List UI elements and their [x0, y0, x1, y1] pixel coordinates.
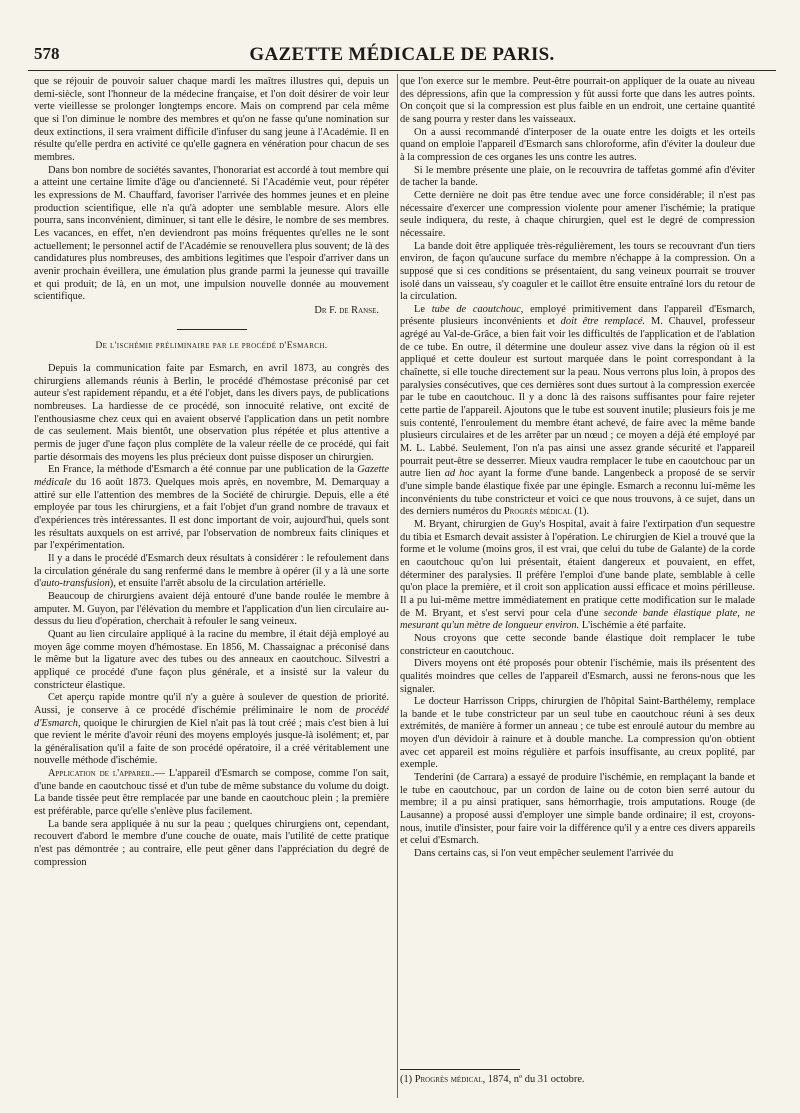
text-run: Le — [414, 303, 432, 315]
footnote-source: Progrès médical — [414, 1074, 483, 1085]
text-run: M. Bryant, chirurgien de Guy's Hospital, avait à faire l'extirpation d'un sequestre du tibia et Esmarch devait assister à l'opération. Le chirurgien de Kiel a trouvé que la forme et le volume (moins gros, il est vrai, que celui du tube de Galante) de la corde en caoutchouc qu'on lui présentait, étaient dangereux et pouvaient, en effet, déterminer des paralysies. Il préfère l'emploi d'une bande plate, semblable à celle qu'on place la première, et il croit son application aussi efficace et moins périlleuse. Il a pu lui-même mettre immédiatement en pratique cette modification sur le malade de M. Bryant, et s'est servi pour cela d'une — [400, 518, 755, 619]
footnote-rule — [400, 1069, 520, 1070]
text-run: ayant la forme d'une bande. Langenbeck a proposé de se servir d'une simple bande élastique fixée par une épingle. Esmarch a reconnu lui-même les inconvénients du tube constricteur et voici ce que nous trouvons, à ce sujet, dans un des derniers numéros du — [400, 468, 755, 518]
paragraph: Divers moyens ont été proposés pour obtenir l'ischémie, mais ils présentent des qualités moindres que celles de l'appareil d'Esmarch, aussi ne ferons-nous que les signaler. — [400, 658, 755, 695]
paragraph: que l'on exerce sur le membre. Peut-être pourrait-on appliquer de la ouate au niveau des dépressions, afin que la compression y fût aussi forte que dans les autres points. On conçoit que si la compression est plus faible en un endroit, une certaine quantité de sang pourra y rester dans les vaisseaux. — [400, 76, 755, 125]
paragraph: On a aussi recommandé d'interposer de la ouate entre les doigts et les orteils quand on emploie l'appareil d'Esmarch sans chloroforme, afin d'éviter la douleur due à la compression de ces organes les uns contre les autres. — [400, 126, 755, 163]
footnote — [400, 1074, 760, 1086]
right-column — [400, 76, 755, 1066]
footnote-mark: (1) — [400, 1074, 415, 1085]
italic-run: ad hoc — [444, 468, 475, 480]
section-divider — [177, 329, 247, 330]
text-run: En France, la méthode d'Esmarch a été connue par une publication de la — [48, 464, 358, 476]
paragraph: Cette dernière ne doit pas être tendue avec une force considérable; il n'est pas nécessaire d'exercer une compression violente pour amener l'ischémie; la pratique seule indiquera, du reste, à chaque chirurgien, quel est le degré de compression nécessaire. — [400, 189, 755, 239]
text-run: ), et ensuite l'arrêt absolu de la circulation artérielle. — [109, 578, 326, 590]
paragraph: Beaucoup de chirurgiens avaient déjà entouré d'une bande roulée le membre à amputer. M. Guyon, par l'élévation du membre et l'application d'un lien circulaire au-dessus du lieu d'opération, cherchait à refouler le sang veineux. — [34, 590, 389, 628]
run-in-heading: Application de l'appareil. — [48, 768, 155, 780]
text-run: L'ischémie a été parfaite. — [579, 620, 686, 632]
paragraph: Dans bon nombre de sociétés savantes, l'honorariat est accordé à tout membre qui a atteint une certaine limite d'âge ou d'ancienneté. Si l'Académie veut, pour répéter les expressions de M. Chauffard, favoriser l'arrivée des hommes jeunes et en pleine production scientifique, elle n'a qu'à adopter une semblable mesure. Alors elle pourra, sans inconvénient, diminuer, si tant elle le désire, le nombre de ses membres. Les vacances, en effet, n'en deviendront pas moins fréquentes qu'elles ne le sont actuellement; le personnel actif de l'Académie se renouvellera plus souvent; de là des candidatures plus nombreuses, des ambitions legitimes que l'espoir d'arriver dans un avenir prochain éveillera, une émulation plus grande parmi la jeunesse qui travaille et qui produit; de là, en un mot, une impulsion nouvelle donnée au mouvement scientifique. — [34, 164, 389, 303]
journal-title: GAZETTE MÉDICALE DE PARIS. — [249, 44, 555, 65]
paragraph: Tenderini (de Carrara) a essayé de produire l'ischémie, en remplaçant la bande et le tube en caoutchouc, par un cordon de laine ou de coton bien serré autour du membre; il a pu ainsi pratiquer, sans hémorrhagie, trois amputations. Rouge (de Lausanne) a proposé aussi d'employer une simple bande ordinaire; il est, croyons-nous, inutile d'insister, pour faire voir la différence qu'il y a entre ces divers appareils et celui d'Esmarch. — [400, 772, 755, 847]
italic-run: doit être remplacé. — [560, 316, 646, 328]
page-number: 578 — [34, 44, 60, 63]
header-rule — [28, 70, 776, 71]
paragraph — [400, 304, 755, 519]
section-title: De l'ischémie préliminaire par le procédé d'Esmarch. — [95, 341, 328, 352]
paragraph: Depuis la communication faite par Esmarch, en avril 1873, au congrès des chirurgiens allemands réunis à Berlin, le procédé d'hémostase préconisé par cet auteur s'est rapidement répandu, et a été l'objet, dans les divers pays, de publications nombreuses. La hardiesse de ce procédé, son innocuité relative, ont excité de l'enthousiasme chez ceux qui en avaient observé l'application dans un petit nombre de cas seulement. Mais bientôt, une observation plus répétée et plus attentive a permis de juger d'une façon plus complète de la valeur réelle de ce procédé, qui fait partie désormais des moyens les plus précieux dont puisse disposer un chirurgien. — [34, 363, 389, 463]
text-run: du 16 août 1873. Quelques mois après, en novembre, M. Demarquay a attiré sur elle l'attention des membres de la Société de chirurgie. Depuis, elle a été employée par tous les chirurgiens, et a fait l'objet d'un grand nombre de travaux et d'expériences très intéressantes. Il est donc important de voir, aujourd'hui, quels sont les résultats auxquels on est arrivé, par l'observation de nombreux faits cliniques et par l'expérimentation. — [34, 477, 389, 552]
paragraph: Nous croyons que cette seconde bande élastique doit remplacer le tube constricteur en caoutchouc. — [400, 632, 755, 657]
paragraph — [34, 692, 389, 768]
paragraph: Quant au lien circulaire appliqué à la racine du membre, il était déjà employé au moyen âge comme moyen d'hémostase. En 1856, M. Chassaignac a préconisé dans le même but la ligature avec des tubes ou des anneaux en caoutchouc. Silvestri a appliqué ce procédé d'une façon plus générale, et a insisté sur la valeur du constricteur élastique. — [34, 628, 389, 691]
text-run: M. Chauvel, professeur agrégé au Val-de-Grâce, a bien fait voir les difficultés de l'application et de l'ablation de ce tube. En outre, il détermine une douleur assez vive dans la région où il est appliqué et cette douleur est surtout marquée dans le point correspondant à la chaînette, si elle touche directement sur la peau. Nous verrons plus loin, à propos des paralysies consécutives, que ces dernières sont dues surtout à la compression exercée par le tube en caoutchouc. Il y a donc là des raisons suffisantes pour faire rejeter cette partie de l'appareil. Ajoutons que le tube est souvent inutile; plusieurs fois je me suis contenté, l'enroulement du membre étant achevé, de faire avec la même bande plusieurs circulaires et de les arrêter par un nœud ; ce moyen a déjà été employé par M. L. Labbé. Seulement, l'on n'a pas ainsi une assez grande sécurité et l'appareil pourrait peut-être se desserrer. Mieux vaudra remplacer le tube en caoutchouc par un autre lien — [400, 316, 755, 480]
journal-reference: Progrès médical — [503, 506, 572, 518]
left-column — [34, 76, 389, 1098]
text-run: , quoique le chirurgien de Kiel n'ait pas là tout créé ; mais c'est bien à lui que revient le mérite d'avoir réuni des moyens employés jusque-là isolément; et, par la généralisation qu'il a faite de son procédé opératoire, il a créé véritablement une nouvelle méthode d'ischémie. — [34, 717, 389, 767]
paragraph — [34, 553, 389, 591]
footnote-text: , 1874, nº du 31 octobre. — [482, 1074, 585, 1085]
italic-run: tube de caoutchouc — [431, 303, 521, 315]
paragraph: Dans certains cas, si l'on veut empêcher seulement l'arrivée du — [414, 848, 674, 860]
text-run: Cet aperçu rapide montre qu'il n'y a guère à soulever de question de priorité. Aussi, je conserve à ce procédé d'ischémie préliminaire le nom de — [34, 692, 389, 716]
paragraph: Le docteur Harrisson Cripps, chirurgien de l'hôpital Saint-Barthélemy, remplace la bande et le tube constricteur par un seul tube en caoutchouc réuni à ses deux extrémités, de manière à former un anneau ; ce tube est enroulé autour du membre au moyen d'un dévidoir à rainure et à double manche. La compression qu'on obtient avec cet appareil est moins régulière et parfois insuffisante, au creux poplité, par exemple. — [400, 696, 755, 771]
italic-run: Gazette médicale — [34, 464, 389, 489]
paragraph: La bande sera appliquée à nu sur la peau ; quelques chirurgiens ont, cependant, recouvert d'abord le membre d'une couche de ouate, mais l'utilité de cette pratique n'est pas démontrée ; au contraire, elle peut gêner dans l'appréciation du degré de compression — [34, 818, 389, 868]
paragraph: La bande doit être appliquée très-régulièrement, les tours se recouvrant d'un tiers environ, de façon qu'aucune surface du membre n'échappe à la compression. On a supposé que si ces conditions se présentaient, du sang veineux pourrait se trouver isolé dans un vaisseau, s'y coaguler et le caillot être ensuite entraîné lors du retour de la circulation. — [400, 240, 755, 303]
paragraph: Si le membre présente une plaie, on le recouvrira de taffetas gommé afin d'éviter de tacher la bande. — [400, 164, 755, 189]
column-separator — [397, 74, 398, 1098]
paragraph: que se réjouir de pouvoir saluer chaque mardi les maîtres illustres qui, depuis un demi-siècle, sont l'honneur de la médecine française, et l'on doit désirer de voir leur verte vieillesse se prolonger longtemps encore. Mais on comprend par cela même que si l'on diminue le nombre des membres et qu'on ne fasse qu'une nomination sur deux extinctions, il sera vraiment difficile d'infuser du sang jeune à l'Académie. Il en résulte qu'elle perdra en activité ce qu'elle gagnera en vénération pour chacun de ses membres. — [34, 76, 389, 163]
italic-run: auto-transfusion — [41, 578, 110, 590]
author-signature: Dr F. de Ranse. — [314, 304, 379, 316]
paragraph — [34, 464, 389, 553]
text-run: , employé primitivement dans l'appareil d'Esmarch, présente plusieurs inconvénients et — [400, 303, 755, 328]
paragraph — [400, 519, 755, 633]
text-run: — L'appareil d'Esmarch se compose, comme l'on sait, d'une bande en caoutchouc tissé et d'un tube de même substance du volume du doigt. La bande tissée peut être remplacée par une bande en caoutchouc plein ; la première est préférable, parce qu'elle s'enlève plus facilement. — [34, 768, 389, 818]
text-run: Il y a dans le procédé d'Esmarch deux résultats à considérer : le refoulement dans la circulation générale du sang renfermé dans le membre à opérer (il y a là une sorte d' — [34, 552, 389, 590]
footnote-ref: (1). — [571, 506, 590, 518]
italic-run: seconde bande élastique plate, ne mesurant qu'un mètre de longueur environ. — [400, 607, 755, 632]
paragraph — [34, 768, 389, 819]
italic-run: procédé d'Esmarch — [34, 704, 389, 729]
page-header — [32, 40, 772, 70]
